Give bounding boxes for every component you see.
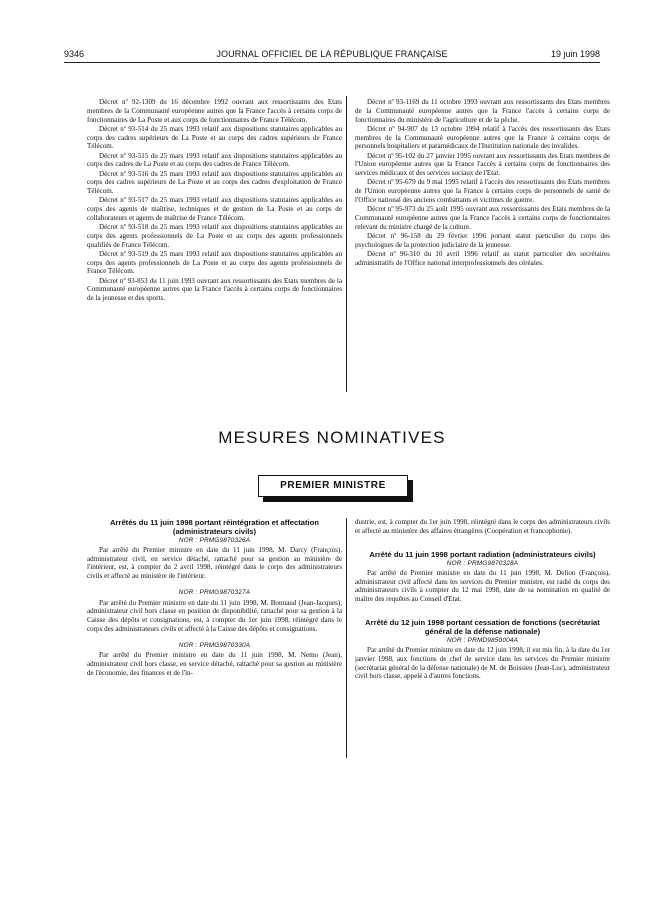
issue-date: 19 juin 1998 [550,49,600,59]
section-title: MESURES NOMINATIVES [218,428,446,447]
decree-item: Décret nº 93-853 du 11 juin 1993 ouvrant aux ressortissants des Etats membres de la Communauté européenne autres que la France l'accès à certains corps de fonctionnaires de la jeunesse et des sports. [87,276,342,302]
nor-reference: NOR : PRMG9870328A [446,559,519,567]
page-header [64,49,600,63]
nor-reference: NOR : PRMD9850004A [446,636,519,644]
nor-reference: NOR : PRMG9870330A [178,642,251,649]
decree-item: Décret nº 93-1169 du 11 octobre 1993 ouvrant aux ressortissants des Etats membres de la Communauté européenne autres que la France l'accès à certains corps de fonctionnaires du ministère de l'agriculture et de la pêche. [355,98,610,124]
order-title: Arrêté du 12 juin 1998 portant cessation de fonctions (secrétariat général de la défense nationale) [365,618,600,637]
journal-title: JOURNAL OFFICIEL DE LA RÉPUBLIQUE FRANÇAISE [216,49,448,59]
decree-list-left [87,98,342,303]
nor-reference: NOR : PRMG9870327A [178,589,251,597]
order-paragraph: Par arrêté du Premier ministre en date du 11 juin 1998, M. Delion (François), administrateur civil affecté dans les services du Premier ministre, est radié du corps des administrateurs civils à compter du 12 mai 1998, date de sa nomination en qualité de maître des requêtes au Conseil d'Etat. [355,568,610,603]
decree-item: Décret nº 96-310 du 10 avril 1996 relatif au statut particulier des secrétaires administratifs de l'Office national interprofessionnels des céréales. [355,249,610,267]
decree-item: Décret nº 95-102 du 27 janvier 1995 ouvrant aux ressortissants des Etats membres de l'Union européenne autres que la France l'accès à certains corps de fonctionnaires des services médicaux et des services sociaux de l'Etat. [355,151,610,177]
order-title: Arrêtés du 11 juin 1998 portant réintégration et affectation (administrateurs civils) [110,518,319,536]
order-paragraph: Par arrêté du Premier ministre en date du 11 juin 1998, M. Nemo (Jean), administrateur civil hors classe, en service détaché, rattaché pour sa gestion au ministère de l'économie, des finances et de l'in- [87,651,342,677]
column-divider [346,96,347,392]
orders-left-column [87,518,342,678]
decree-item: Décret nº 93-514 du 25 mars 1993 relatif aux dispositions statutaires applicables au corps des cadres supérieurs de La Poste et au corps des cadres supérieurs de France Télécom. [87,124,342,151]
decree-item: Décret nº 95-679 du 9 mai 1995 relatif à l'accès des ressortissants des Etats membres de l'Union européenne autres que la France à certains corps de personnels de santé de l'Office national des anciens combattants et victimes de guerre. [355,178,610,204]
orders-right-column [355,518,610,682]
order-paragraph: Par arrêté du Premier ministre en date du 12 juin 1998, il est mis fin, à la date du 1er janvier 1998, aux fonctions de chef de service dans les services du Premier ministre (secrétariat général de la défense nationale) de M. de Boissieu (Jean-Luc), administrateur civil hors classe, appelé à d'autres fonctions. [355,646,610,681]
column-divider [346,518,347,758]
decree-item: Décret nº 93-515 du 25 mars 1993 relatif aux dispositions statutaires applicables au corps des cadres de La Poste et au corps des cadres de France Télécom. [87,151,342,169]
nor-reference: NOR : PRMG9870326A [178,536,251,544]
decree-list-right [355,98,610,268]
decree-item: Décret nº 93-519 du 25 mars 1993 relatif aux dispositions statutaires applicables au corps des agents professionnels de La Poste et au corps des agents professionnels de France Télécom. [87,249,342,276]
decree-item: Décret nº 93-518 du 25 mars 1993 relatif aux dispositions statutaires applicables au corps des agents professionnels de La Poste et au corps des agents professionnels qualifiés de France Télécom. [87,223,342,249]
ministry-heading: PREMIER MINISTRE [258,475,408,497]
decree-item: Décret nº 93-516 du 25 mars 1993 relatif aux dispositions statutaires applicables au corps des cadres supérieurs de La Poste et au corps des cadres d'exploitation de France Télécom. [87,169,342,195]
header-rule [64,62,600,63]
page-number: 9346 [64,49,85,59]
decree-item: Décret nº 94-907 du 13 octobre 1994 relatif à l'accès des ressortissants des Etats membres de la Communauté européenne autres que la France à certains corps de personnels hospitaliers et paramédicaux de l'Institution nationale des invalides. [355,124,610,151]
order-paragraph: dustrie, est, à compter du 1er juin 1998, réintégré dans le corps des administrateurs civils et affecté au ministère des affaires étrangères (Coopération et francophonie). [355,518,610,535]
order-title: Arrêté du 11 juin 1998 portant radiation (administrateurs civils) [369,550,596,559]
order-paragraph: Par arrêté du Premier ministre en date du 11 juin 1998, M. Darcy (François), administrateur civil, en service détaché, rattaché pour sa gestion au ministère de l'intérieur, est, à compter du 2 avril 1998, réintégré dans le corps des administrateurs civils et affecté au ministère de l'intérieur. [87,545,342,580]
order-paragraph: Par arrêté du Premier ministre en date du 11 juin 1998, M. Bonnaud (Jean-Jacques), administrateur civil hors classe en position de disponibilité, rattaché pour sa gestion à la Caisse des dépôts et consignations, est, à compter du 1er juin 1998, réintégré dans le corps des administrateurs civils et affecté à la Caisse des dépôts et consignations. [87,598,342,633]
decree-item: Décret nº 95-973 du 25 août 1995 ouvrant aux ressortissants des Etats membres de la Communauté européenne autres que la France l'accès à certains corps de fonctionnaires relevant du ministre chargé de la culture. [355,205,610,231]
decree-item: Décret nº 93-517 du 25 mars 1993 relatif aux dispositions statutaires applicables au corps des agents de maîtrise, techniques et de gestion de La Poste et au corps de collaborateurs et agents de maîtrise de France Télécom. [87,196,342,222]
decree-item: Décret nº 92-1309 du 16 décembre 1992 ouvrant aux ressortissants des Etats membres de la Communauté européenne autres que la France l'accès à certains corps de fonctionnaires de La Poste et aux corps de fonctionnaires de France Télécom. [87,98,342,124]
decree-item: Décret nº 96-158 du 29 février 1996 portant statut particulier du corps des psychologues de la protection judiciaire de la jeunesse. [355,231,610,249]
